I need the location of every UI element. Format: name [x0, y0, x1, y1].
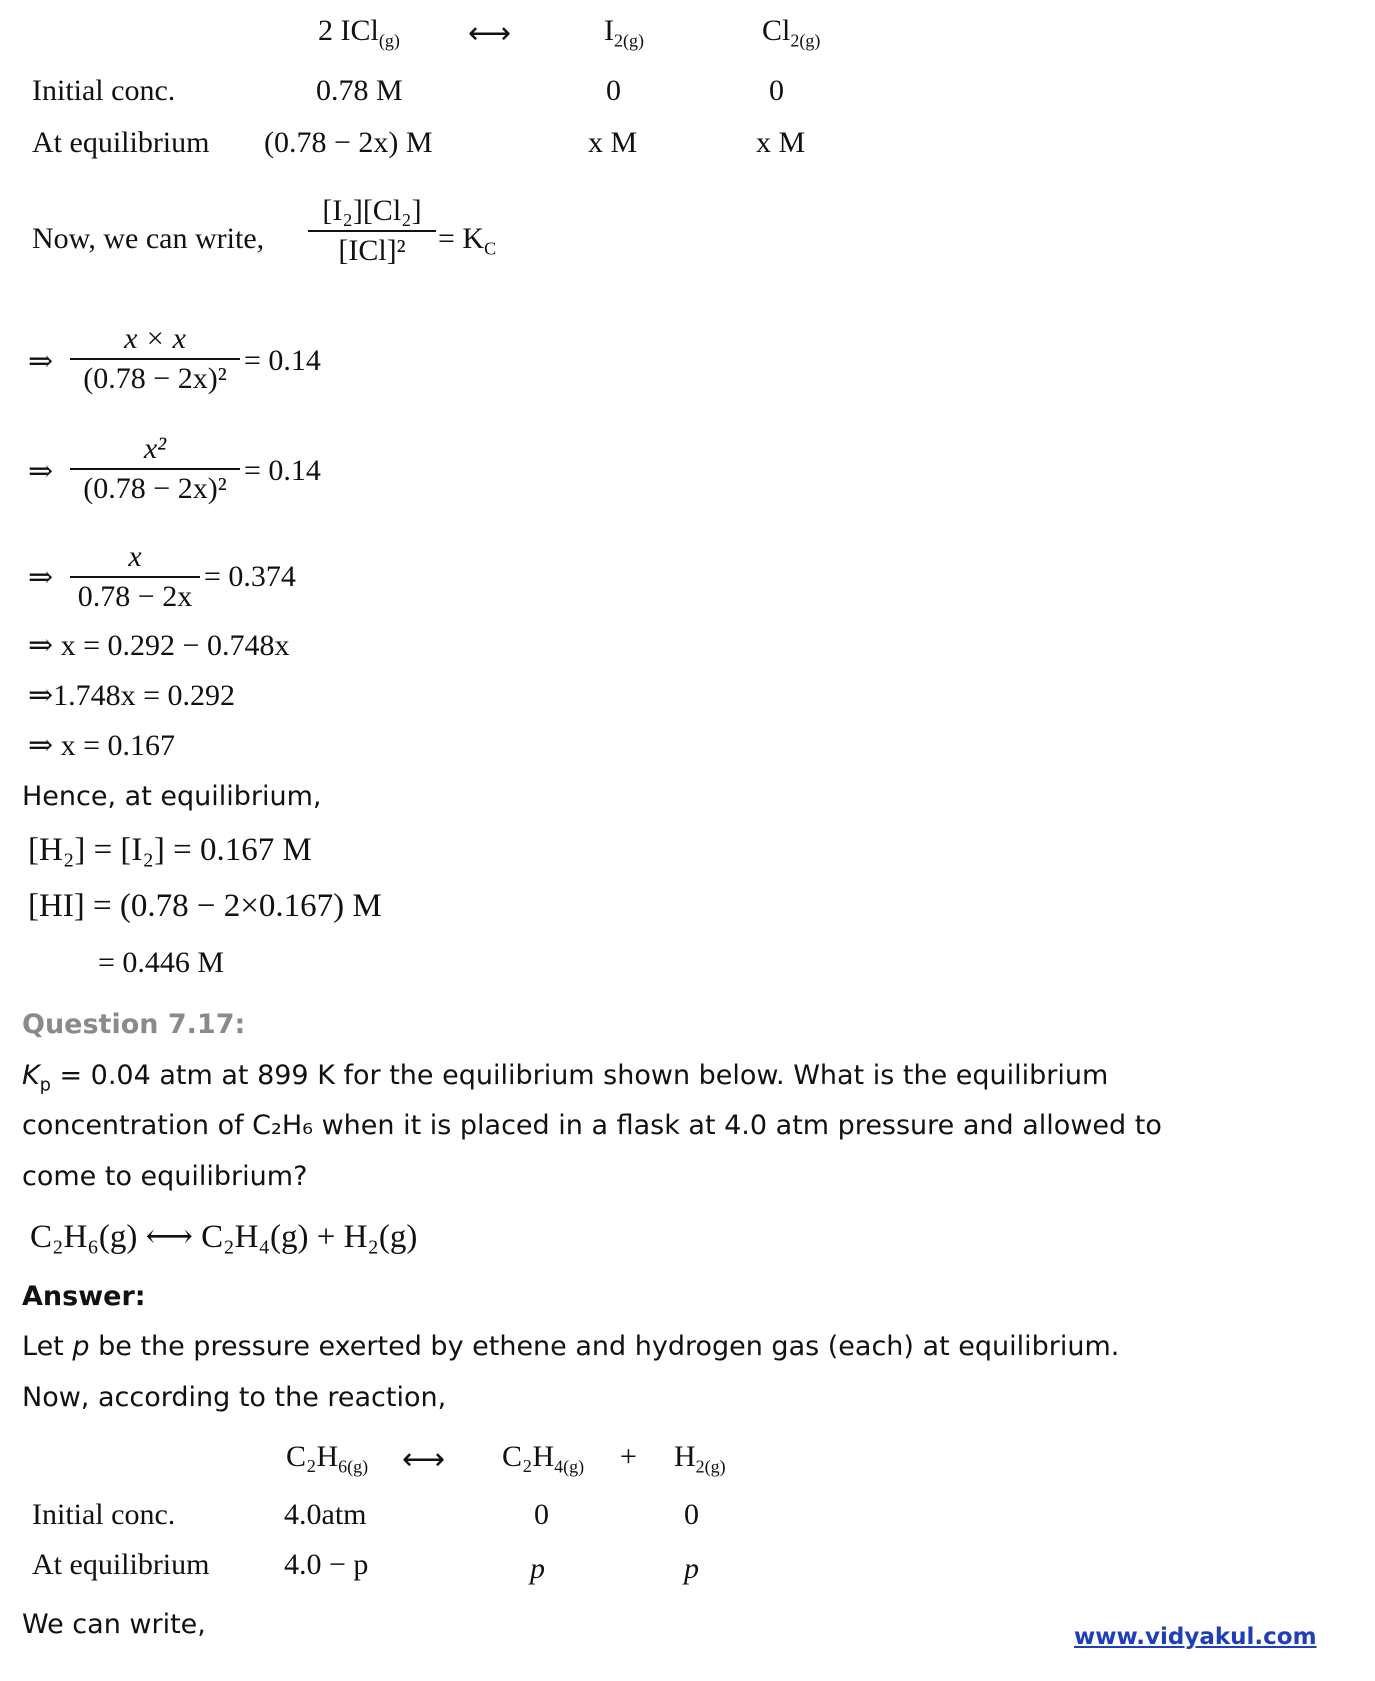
step1-denominator: (0.78 − 2x)² — [83, 362, 227, 395]
step1-rhs: = 0.14 — [244, 344, 321, 377]
step5: ⇒1.748x = 0.292 — [28, 679, 236, 712]
reactant-formula: C₂H — [286, 1440, 339, 1473]
kc-numerator: [I₂][Cl₂] — [322, 194, 422, 227]
fraction-bar — [70, 468, 240, 470]
result-line3: = 0.446 M — [98, 946, 225, 979]
reactant-icl — [318, 14, 400, 51]
step4: ⇒ x = 0.292 − 0.748x — [28, 629, 290, 662]
equilibrium-product2: p — [684, 1552, 699, 1585]
product-h2 — [674, 1440, 726, 1477]
initial-reactant: 0.78 M — [316, 74, 403, 107]
product2-formula: Cl — [762, 14, 791, 47]
step3-denominator: 0.78 − 2x — [77, 580, 193, 613]
kc-rhs-sub: C — [484, 238, 497, 259]
row-label-equilibrium: At equilibrium — [32, 1548, 210, 1581]
closing-line: We can write, — [22, 1609, 206, 1640]
step1-fraction — [70, 322, 240, 396]
product1-formula: C₂H — [502, 1440, 555, 1473]
question-line2: concentration of C₂H₆ when it is placed in a flask at 4.0 atm pressure and allowed to — [22, 1110, 1162, 1141]
product2-formula: H — [674, 1440, 696, 1473]
product-cl2 — [762, 14, 820, 51]
product1-sub: 4(g) — [554, 1456, 585, 1477]
equilibrium-reactant: 4.0 − p — [284, 1548, 369, 1581]
kc-rhs — [438, 222, 496, 259]
reactant-c2h6 — [286, 1440, 368, 1477]
step2-numerator: x² — [143, 432, 167, 465]
step2-rhs: = 0.14 — [244, 454, 321, 487]
answer-line1 — [22, 1322, 1119, 1372]
step3-fraction — [70, 540, 200, 614]
product-i2 — [604, 14, 644, 51]
implies-symbol: ⇒ — [28, 345, 54, 378]
kp-sub: p — [39, 1075, 51, 1096]
equilibrium-product1: x M — [588, 126, 638, 159]
reactant-state: (g) — [378, 30, 400, 51]
step6: ⇒ x = 0.167 — [28, 729, 176, 762]
result-intro: Hence, at equilibrium, — [22, 781, 322, 812]
product-c2h4 — [502, 1440, 584, 1477]
answer-line1-pre: Let — [22, 1331, 73, 1362]
implies-symbol: ⇒ — [28, 455, 54, 488]
reactant-sub: 6(g) — [338, 1456, 369, 1477]
answer-line1-var: p — [72, 1331, 90, 1362]
initial-product1: 0 — [606, 74, 621, 107]
footer-link[interactable]: www.vidyakul.com — [1074, 1624, 1317, 1650]
equilibrium-arrow: ⟷ — [402, 1442, 446, 1477]
question-line1-text: = 0.04 atm at 899 K for the equilibrium shown below. What is the equilibrium — [50, 1060, 1109, 1091]
row-label-initial: Initial conc. — [32, 74, 176, 107]
product2-sub: 2(g) — [790, 30, 821, 51]
equilibrium-product1: p — [530, 1552, 545, 1585]
step3-numerator: x — [128, 540, 142, 573]
row-label-initial: Initial conc. — [32, 1498, 176, 1531]
question-line3: come to equilibrium? — [22, 1161, 308, 1192]
product2-sub: 2(g) — [695, 1456, 726, 1477]
reactant-formula: 2 ICl — [318, 14, 379, 47]
equilibrium-arrow: ⟷ — [468, 16, 512, 51]
kc-rhs-symbol: = K — [438, 222, 485, 255]
product1-formula: I — [604, 14, 614, 47]
answer-title: Answer: — [22, 1281, 146, 1312]
initial-product2: 0 — [769, 74, 784, 107]
kp-symbol: K — [22, 1060, 40, 1091]
step2-fraction — [70, 432, 240, 506]
step1-numerator: x × x — [124, 322, 186, 355]
plus-sign: + — [620, 1440, 637, 1473]
kc-prefix: Now, we can write, — [32, 222, 265, 255]
answer-line2: Now, according to the reaction, — [22, 1382, 447, 1413]
initial-product1: 0 — [534, 1498, 549, 1531]
result-line2: [HI] = (0.78 − 2×0.167) M — [28, 888, 382, 924]
equilibrium-product2: x M — [756, 126, 806, 159]
step2-denominator: (0.78 − 2x)² — [83, 472, 227, 505]
kc-denominator: [ICl]² — [338, 234, 406, 267]
initial-product2: 0 — [684, 1498, 699, 1531]
kc-fraction — [308, 194, 436, 268]
step3-rhs: = 0.374 — [204, 560, 296, 593]
result-line1: [H₂] = [I₂] = 0.167 M — [28, 832, 312, 868]
question-title: Question 7.17: — [22, 1009, 246, 1040]
fraction-bar — [70, 358, 240, 360]
implies-symbol: ⇒ — [28, 561, 54, 594]
fraction-bar — [70, 576, 200, 578]
question-reaction: C₂H₆(g) ⟷ C₂H₄(g) + H₂(g) — [30, 1219, 418, 1255]
answer-line1-post: be the pressure exerted by ethene and hydrogen gas (each) at equilibrium. — [89, 1331, 1120, 1362]
equilibrium-reactant: (0.78 − 2x) M — [264, 126, 433, 159]
initial-reactant: 4.0atm — [284, 1498, 367, 1531]
row-label-equilibrium: At equilibrium — [32, 126, 210, 159]
fraction-bar — [308, 230, 436, 232]
product1-sub: 2(g) — [614, 30, 644, 51]
